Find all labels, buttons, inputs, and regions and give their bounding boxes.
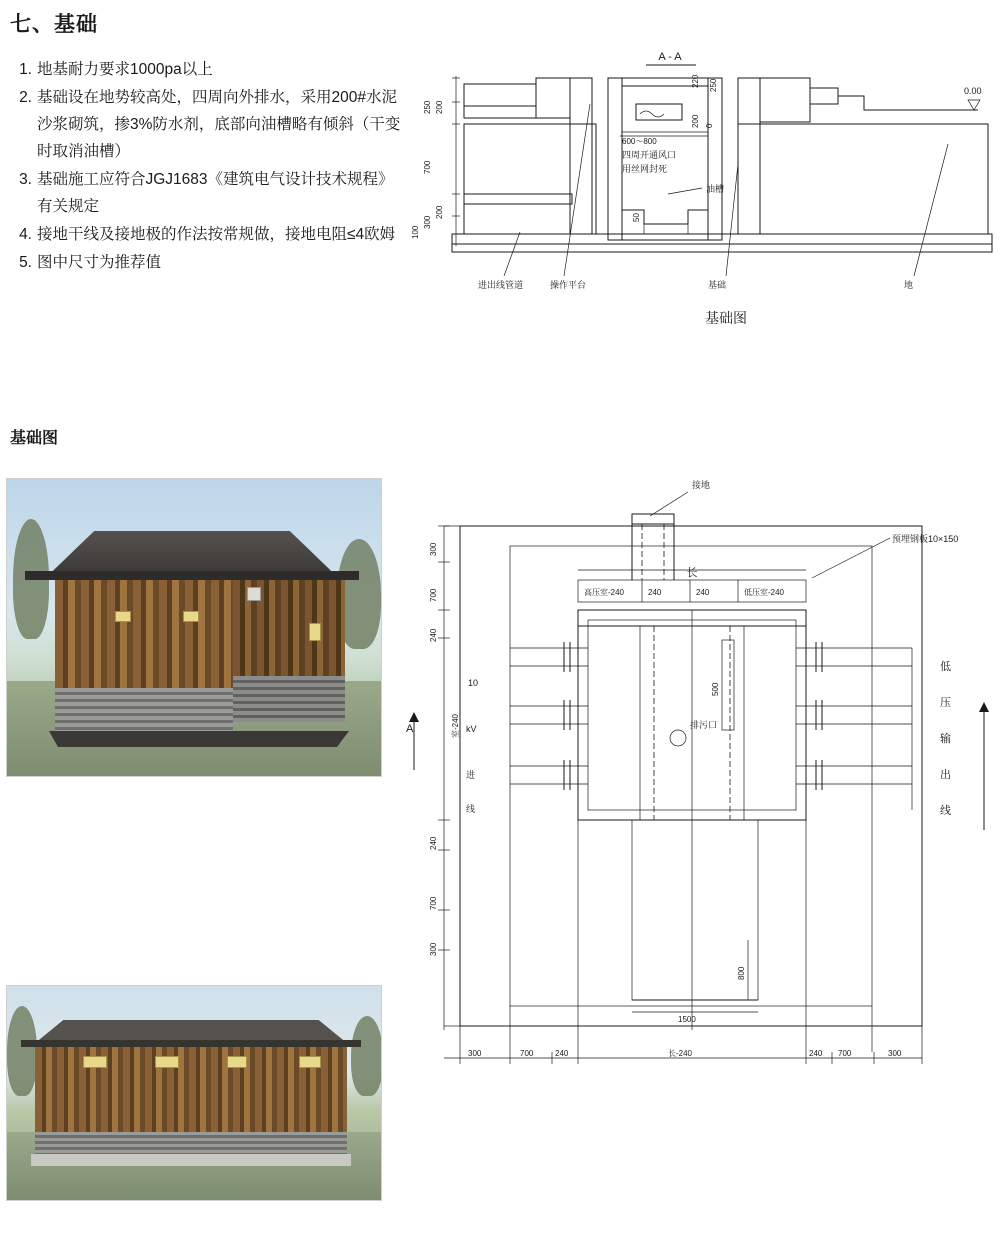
out-label-4: 出	[940, 769, 951, 781]
left-dim-700: 700	[429, 588, 438, 602]
kiosk-louver-front	[55, 688, 233, 734]
left-dim-240b: 240	[429, 836, 438, 850]
dim-1500: 1500	[678, 1015, 696, 1024]
substation-kiosk	[31, 1020, 351, 1165]
warning-label	[299, 1056, 321, 1068]
list-item-number: 1.	[19, 61, 32, 78]
kiosk-base	[49, 731, 349, 747]
list-item-text: 基础施工应符合JGJ1683《建筑电气设计技术规程》有关规定	[37, 171, 394, 215]
length-label: 长	[686, 567, 698, 579]
list-item	[10, 221, 405, 248]
tree-shape	[351, 1016, 382, 1096]
drawing-title: A - A	[658, 51, 682, 63]
dim-100: 100	[411, 225, 420, 239]
bottom-dim-700b: 700	[838, 1049, 852, 1058]
left-dim-300: 300	[429, 542, 438, 556]
dim-50: 50	[632, 213, 641, 222]
left-dim-700b: 700	[429, 896, 438, 910]
vent-label: 四周开通风口	[622, 150, 677, 160]
warning-label	[83, 1056, 107, 1068]
grounding-label: 接地	[692, 480, 711, 490]
list-item	[10, 84, 405, 165]
drain-label: 排污口	[690, 720, 718, 730]
kiosk-roof	[23, 1020, 359, 1042]
level-mark: 0.00	[964, 86, 982, 96]
kv-in-label: 进	[466, 770, 476, 780]
warning-label	[155, 1056, 179, 1068]
list-item	[10, 166, 405, 220]
foundation-label: 基础	[708, 280, 727, 290]
bottom-dim-240b: 240	[809, 1049, 823, 1058]
section-mark-a: A	[406, 723, 414, 735]
left-dim-240: 240	[429, 628, 438, 642]
list-item	[10, 56, 405, 83]
out-label-5: 线	[940, 805, 951, 817]
foundation-plan-drawing	[392, 470, 1002, 1090]
left-dim-300b: 300	[429, 942, 438, 956]
list-item	[10, 249, 405, 276]
page-title: 七、基础	[10, 13, 98, 36]
dim-700: 700	[423, 160, 432, 174]
sub-heading: 基础图	[10, 430, 59, 447]
bottom-dim-700: 700	[520, 1049, 534, 1058]
notes-list	[10, 56, 405, 277]
bottom-dim-240: 240	[555, 1049, 569, 1058]
hv-room-label: 高压室-240	[584, 588, 625, 597]
list-item-number: 2.	[19, 89, 32, 106]
ground-label: 地	[904, 280, 914, 290]
inner-dim-240-b: 240	[696, 588, 710, 597]
kiosk-base	[31, 1154, 351, 1166]
list-item-text: 接地干线及接地极的作法按常规做，接地电阻≤4欧姆	[37, 226, 396, 243]
inner-dim-240-a: 240	[648, 588, 662, 597]
oil-groove-label: 油槽	[706, 184, 725, 194]
dim-200b: 200	[435, 205, 444, 219]
drawing-caption: 基础图	[705, 310, 747, 326]
dim-600-800: 600～800	[622, 137, 657, 146]
kiosk-wall-front	[55, 580, 233, 688]
bottom-dim-300b: 300	[888, 1049, 902, 1058]
dim-250b: 250	[709, 78, 718, 92]
list-item-number: 5.	[19, 254, 32, 271]
substation-photo-side	[6, 985, 382, 1201]
list-item-text: 图中尺寸为推荐值	[37, 254, 162, 271]
warning-label	[247, 587, 261, 601]
bottom-dim-len240: 长-240	[668, 1049, 693, 1058]
list-item-text: 地基耐力要求1000pa以上	[37, 61, 213, 78]
list-item-number: 4.	[19, 226, 32, 243]
left-room-dim: 室-240	[451, 713, 460, 738]
bottom-dim-300: 300	[468, 1049, 482, 1058]
warning-label	[227, 1056, 247, 1068]
kiosk-louver	[35, 1132, 347, 1156]
dim-0: 0	[705, 123, 714, 128]
substation-photo-front	[6, 478, 382, 777]
kiosk-roof-edge	[21, 1040, 361, 1047]
dim-250: 250	[423, 100, 432, 114]
dim-220: 220	[691, 74, 700, 88]
list-item-text: 基础设在地势较高处，四周向外排水，采用200#水泥沙浆砌筑，掺3%防水剂，底部向油槽略有倾斜（干变时取消油槽）	[37, 89, 401, 160]
substation-kiosk	[47, 531, 337, 721]
dim-200: 200	[435, 100, 444, 114]
vent-label-2: 用丝网封死	[622, 164, 668, 174]
platform-label: 操作平台	[550, 280, 587, 290]
dim-200c: 200	[691, 114, 700, 128]
kiosk-roof	[29, 531, 355, 575]
warning-label	[309, 623, 321, 641]
dim-300: 300	[423, 215, 432, 229]
out-label-3: 输	[940, 733, 951, 745]
kiosk-louver-side	[233, 676, 345, 722]
kv-10-label: 10	[468, 678, 479, 688]
lv-room-label: 低压室-240	[744, 588, 785, 597]
kv-line-label: 线	[466, 804, 476, 814]
dim-500: 500	[711, 682, 720, 696]
warning-label	[183, 611, 199, 622]
list-item-number: 3.	[19, 171, 32, 188]
out-label-1: 低	[940, 661, 951, 673]
warning-label	[115, 611, 131, 622]
cable-duct-label: 进出线管道	[478, 280, 524, 290]
kiosk-roof-edge	[25, 571, 359, 580]
embed-plate-label: 预埋钢板10×150	[892, 534, 959, 544]
out-label-2: 压	[940, 697, 951, 709]
kv-unit-label: kV	[466, 724, 477, 734]
dim-800: 800	[737, 966, 746, 980]
section-drawing	[408, 44, 998, 304]
